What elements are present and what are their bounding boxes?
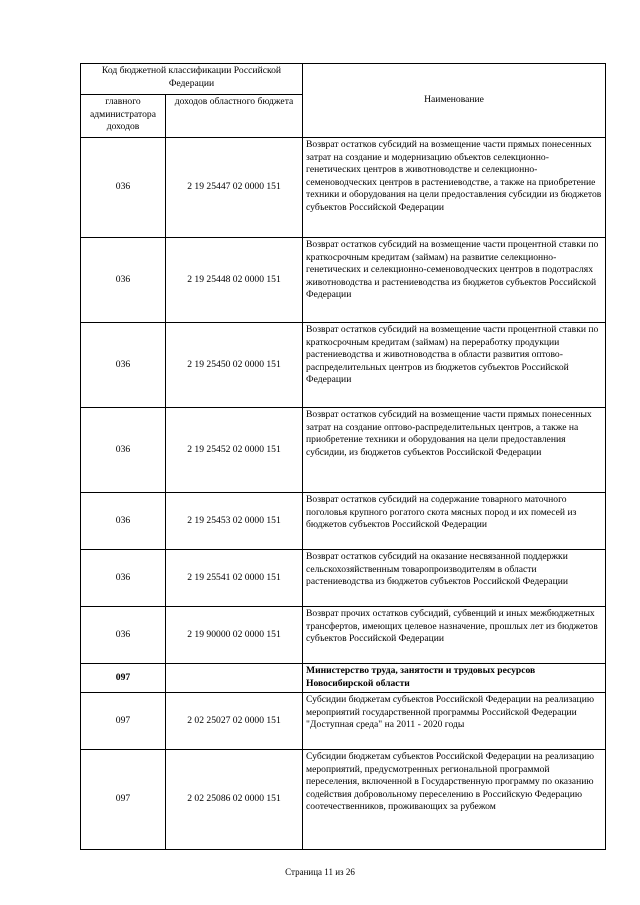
revenue-code-cell: 2 19 25452 02 0000 151: [166, 408, 303, 493]
admin-code-cell: 036: [81, 550, 166, 607]
table-row: [81, 693, 606, 750]
budget-classification-table: [80, 63, 606, 850]
admin-code-cell: 036: [81, 323, 166, 408]
revenue-code-cell: 2 19 25448 02 0000 151: [166, 238, 303, 323]
revenue-code-cell: [166, 664, 303, 693]
revenue-name-cell: Субсидии бюджетам субъектов Российской Федерации на реализацию мероприятий, предусмотренных региональной программой переселения, включенной в Государственную программу по оказанию содействия добровольному переселению в Российскую Федерацию соотечественников, проживающих за рубежом: [303, 750, 606, 850]
admin-code-cell: 097: [81, 664, 166, 693]
page-footer: Страница 11 из 26: [285, 867, 355, 877]
header-name-cell: Наименование: [303, 64, 606, 138]
table-row: [81, 408, 606, 493]
revenue-name-cell: Возврат остатков субсидий на возмещение части процентной ставки по краткосрочным кредитам (займам) на развитие селекционно-генетических и селекционно-семеноводческих центров в подотраслях животноводства и растениеводства из бюджетов субъектов Российской Федерации: [303, 238, 606, 323]
revenue-code-cell: 2 19 25541 02 0000 151: [166, 550, 303, 607]
revenue-name-cell: Субсидии бюджетам субъектов Российской Федерации на реализацию мероприятий государственной программы Российской Федерации "Доступная среда" на 2011 - 2020 годы: [303, 693, 606, 750]
admin-code-cell: 097: [81, 693, 166, 750]
revenue-code-cell: 2 19 25453 02 0000 151: [166, 493, 303, 550]
revenue-code-cell: 2 02 25027 02 0000 151: [166, 693, 303, 750]
table-row: [81, 750, 606, 850]
table-row: [81, 493, 606, 550]
header-code-cell: доходов областного бюджета: [166, 95, 303, 138]
revenue-name-cell: Возврат остатков субсидий на оказание несвязанной поддержки сельскохозяйственным товаропроизводителям в области растениеводства из бюджетов субъектов Российской Федерации: [303, 550, 606, 607]
admin-code-cell: 036: [81, 607, 166, 664]
revenue-name-cell: Возврат прочих остатков субсидий, субвенций и иных межбюджетных трансфертов, имеющих целевое назначение, прошлых лет из бюджетов субъектов Российской Федерации: [303, 607, 606, 664]
revenue-code-cell: 2 19 25450 02 0000 151: [166, 323, 303, 408]
revenue-code-cell: 2 19 25447 02 0000 151: [166, 138, 303, 238]
table-row: [81, 664, 606, 693]
table-row: [81, 238, 606, 323]
admin-code-cell: 036: [81, 493, 166, 550]
revenue-code-cell: 2 02 25086 02 0000 151: [166, 750, 303, 850]
table-row: [81, 550, 606, 607]
header-admin-cell: главного администратора доходов: [81, 95, 166, 138]
revenue-name-cell: Возврат остатков субсидий на возмещение части процентной ставки по краткосрочным кредитам (займам) на переработку продукции растениеводства и животноводства в области развития оптово-распределительных центров из бюджетов субъектов Российской Федерации: [303, 323, 606, 408]
admin-code-cell: 036: [81, 238, 166, 323]
table-row: [81, 607, 606, 664]
revenue-name-cell: Возврат остатков субсидий на содержание товарного маточного поголовья крупного рогатого скота мясных пород и их помесей из бюджетов субъектов Российской Федерации: [303, 493, 606, 550]
revenue-name-cell: Возврат остатков субсидий на возмещение части прямых понесенных затрат на создание оптово-распределительных центров, а также на приобретение техники и оборудования на цели предоставления субсидии, из бюджетов субъектов Российской Федерации: [303, 408, 606, 493]
revenue-name-cell: Возврат остатков субсидий на возмещение части прямых понесенных затрат на создание и модернизацию объектов селекционно-генетических центров в животноводстве и селекционно-семеноводческих центров в растениеводстве, а также на приобретение техники и оборудования на цели предоставления субсидии из бюджетов субъектов Российской Федерации: [303, 138, 606, 238]
admin-code-cell: 036: [81, 138, 166, 238]
table-body: [81, 138, 606, 850]
admin-code-cell: 097: [81, 750, 166, 850]
table-row: [81, 323, 606, 408]
table-header-row: [81, 64, 606, 95]
table-row: [81, 138, 606, 238]
admin-code-cell: 036: [81, 408, 166, 493]
revenue-name-cell: Министерство труда, занятости и трудовых ресурсов Новосибирской области: [303, 664, 606, 693]
revenue-code-cell: 2 19 90000 02 0000 151: [166, 607, 303, 664]
header-group-cell: Код бюджетной классификации Российской Федерации: [81, 64, 303, 95]
